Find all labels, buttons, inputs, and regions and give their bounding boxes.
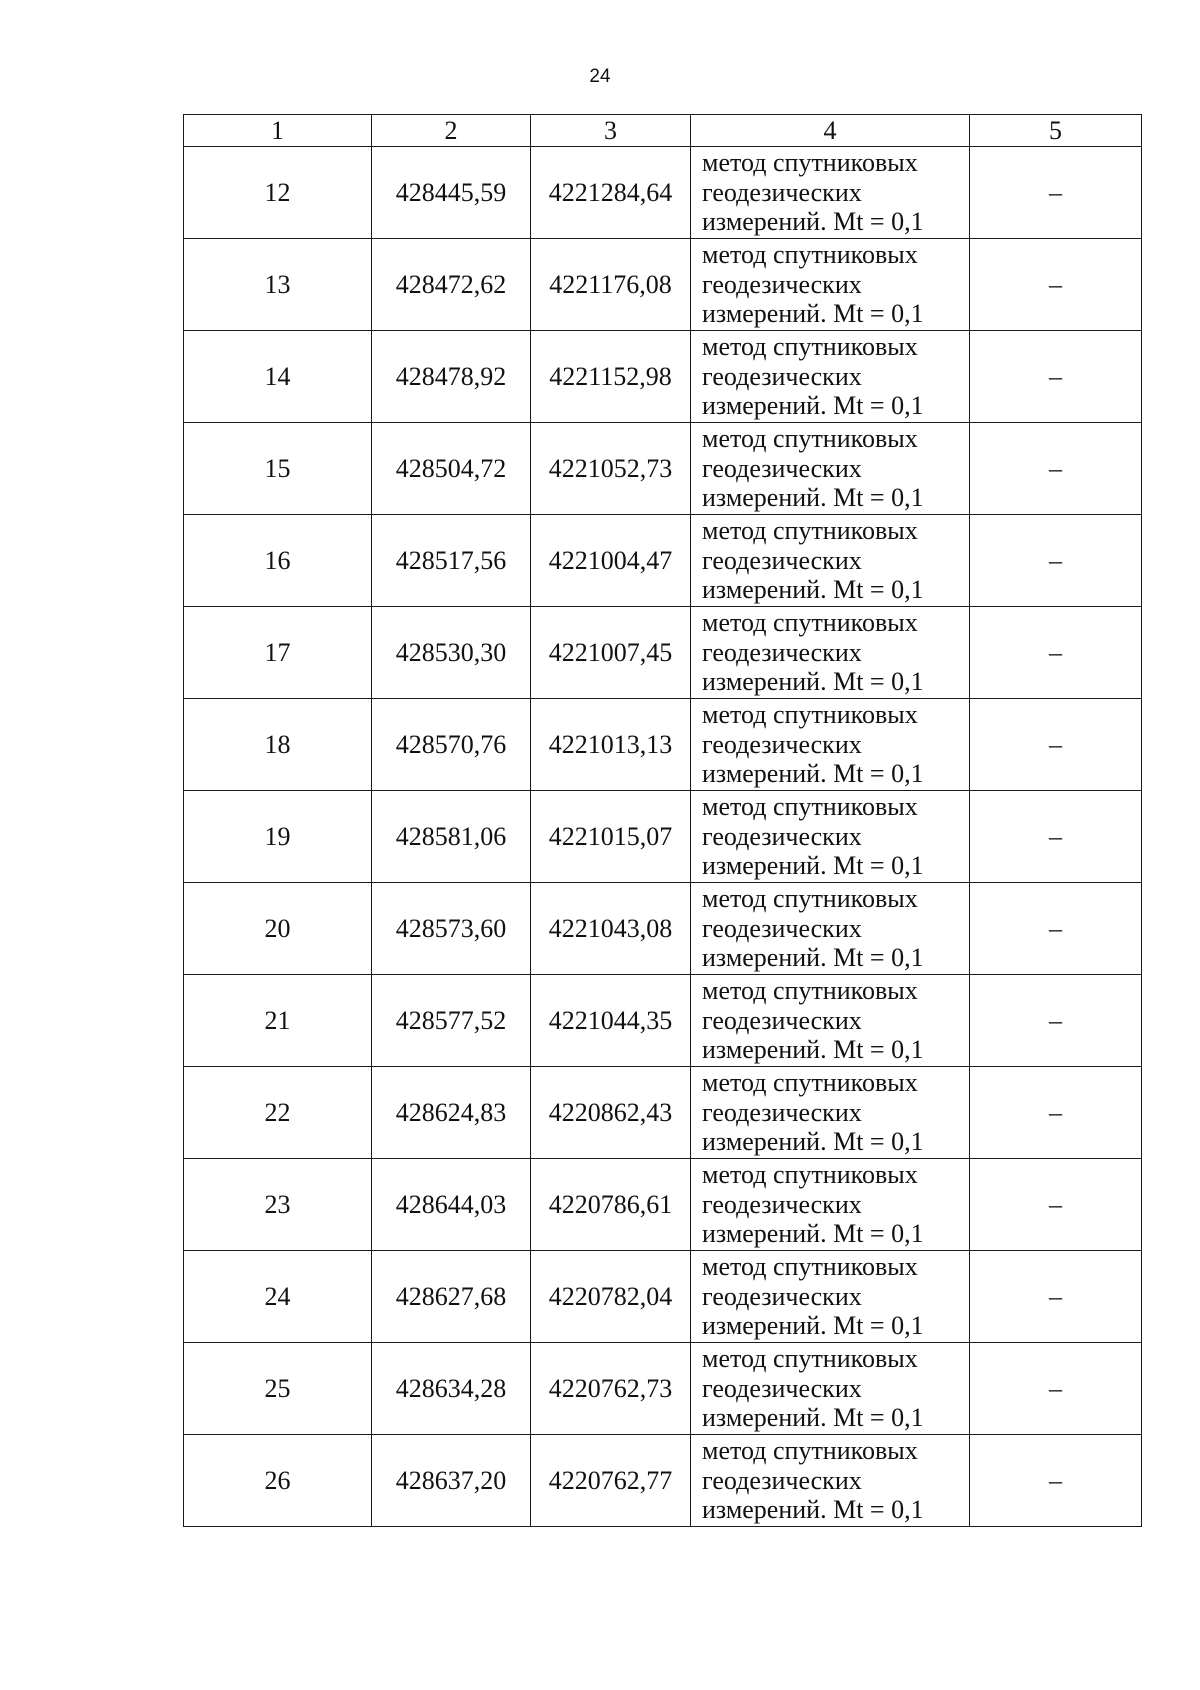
x-coordinate-cell: 428573,60 — [372, 883, 531, 975]
method-cell — [691, 1343, 970, 1435]
point-number-cell: 23 — [184, 1159, 372, 1251]
y-coordinate-cell: 4221044,35 — [531, 975, 691, 1067]
y-coordinate-cell: 4221176,08 — [531, 239, 691, 331]
method-cell — [691, 791, 970, 883]
x-coordinate-cell: 428504,72 — [372, 423, 531, 515]
point-number-cell: 19 — [184, 791, 372, 883]
method-cell — [691, 1067, 970, 1159]
method-line: метод спутниковых — [702, 148, 918, 178]
point-number-cell: 25 — [184, 1343, 372, 1435]
coordinates-table — [183, 114, 1142, 1527]
method-line: метод спутниковых — [702, 240, 918, 270]
method-line: метод спутниковых — [702, 608, 918, 638]
method-line: метод спутниковых — [702, 1160, 918, 1190]
method-cell — [691, 515, 970, 607]
point-number-cell: 26 — [184, 1435, 372, 1527]
point-number-cell: 17 — [184, 607, 372, 699]
y-coordinate-cell: 4221043,08 — [531, 883, 691, 975]
x-coordinate-cell: 428530,30 — [372, 607, 531, 699]
method-cell — [691, 331, 970, 423]
x-coordinate-cell: 428517,56 — [372, 515, 531, 607]
column-header-2: 2 — [372, 115, 531, 147]
table-row — [184, 1343, 1142, 1435]
method-line: измерений. Mt = 0,1 — [702, 299, 924, 329]
table-row — [184, 331, 1142, 423]
y-coordinate-cell: 4220786,61 — [531, 1159, 691, 1251]
column-header-1: 1 — [184, 115, 372, 147]
description-cell: – — [970, 147, 1142, 239]
method-line: геодезических — [702, 1281, 862, 1311]
page-number: 24 — [589, 66, 611, 87]
description-cell: – — [970, 883, 1142, 975]
table-body — [184, 147, 1142, 1527]
table-row — [184, 1251, 1142, 1343]
description-cell: – — [970, 239, 1142, 331]
method-line: геодезических — [702, 453, 862, 483]
table-row — [184, 975, 1142, 1067]
point-number-cell: 12 — [184, 147, 372, 239]
method-line: измерений. Mt = 0,1 — [702, 207, 924, 237]
method-line: измерений. Mt = 0,1 — [702, 1403, 924, 1433]
method-cell — [691, 1435, 970, 1527]
method-line: измерений. Mt = 0,1 — [702, 1495, 924, 1525]
description-cell: – — [970, 515, 1142, 607]
point-number-cell: 22 — [184, 1067, 372, 1159]
x-coordinate-cell: 428478,92 — [372, 331, 531, 423]
method-line: геодезических — [702, 545, 862, 575]
x-coordinate-cell: 428637,20 — [372, 1435, 531, 1527]
method-cell — [691, 607, 970, 699]
y-coordinate-cell: 4221004,47 — [531, 515, 691, 607]
method-line: метод спутниковых — [702, 1252, 918, 1282]
method-line: метод спутниковых — [702, 1344, 918, 1374]
x-coordinate-cell: 428624,83 — [372, 1067, 531, 1159]
method-line: измерений. Mt = 0,1 — [702, 759, 924, 789]
method-line: измерений. Mt = 0,1 — [702, 1219, 924, 1249]
method-line: метод спутниковых — [702, 332, 918, 362]
method-line: измерений. Mt = 0,1 — [702, 1311, 924, 1341]
description-cell: – — [970, 791, 1142, 883]
method-line: геодезических — [702, 637, 862, 667]
method-line: измерений. Mt = 0,1 — [702, 391, 924, 421]
method-line: геодезических — [702, 269, 862, 299]
y-coordinate-cell: 4220762,77 — [531, 1435, 691, 1527]
y-coordinate-cell: 4221284,64 — [531, 147, 691, 239]
method-cell — [691, 239, 970, 331]
x-coordinate-cell: 428634,28 — [372, 1343, 531, 1435]
point-number-cell: 14 — [184, 331, 372, 423]
method-cell — [691, 883, 970, 975]
table-row — [184, 515, 1142, 607]
x-coordinate-cell: 428472,62 — [372, 239, 531, 331]
method-line: метод спутниковых — [702, 700, 918, 730]
method-line: геодезических — [702, 913, 862, 943]
point-number-cell: 20 — [184, 883, 372, 975]
method-line: измерений. Mt = 0,1 — [702, 1035, 924, 1065]
y-coordinate-cell: 4220782,04 — [531, 1251, 691, 1343]
method-line: метод спутниковых — [702, 792, 918, 822]
description-cell: – — [970, 975, 1142, 1067]
description-cell: – — [970, 1067, 1142, 1159]
description-cell: – — [970, 423, 1142, 515]
method-line: геодезических — [702, 177, 862, 207]
method-line: метод спутниковых — [702, 424, 918, 454]
description-cell: – — [970, 1435, 1142, 1527]
y-coordinate-cell: 4221052,73 — [531, 423, 691, 515]
column-header-5: 5 — [970, 115, 1142, 147]
method-line: геодезических — [702, 729, 862, 759]
table-row — [184, 423, 1142, 515]
method-cell — [691, 147, 970, 239]
table-row — [184, 607, 1142, 699]
description-cell: – — [970, 699, 1142, 791]
table-row — [184, 883, 1142, 975]
y-coordinate-cell: 4220862,43 — [531, 1067, 691, 1159]
column-header-4: 4 — [691, 115, 970, 147]
table-row — [184, 147, 1142, 239]
x-coordinate-cell: 428445,59 — [372, 147, 531, 239]
table-row — [184, 239, 1142, 331]
description-cell: – — [970, 331, 1142, 423]
method-line: измерений. Mt = 0,1 — [702, 851, 924, 881]
method-cell — [691, 699, 970, 791]
method-line: измерений. Mt = 0,1 — [702, 667, 924, 697]
method-cell — [691, 423, 970, 515]
method-cell — [691, 1251, 970, 1343]
point-number-cell: 24 — [184, 1251, 372, 1343]
description-cell: – — [970, 607, 1142, 699]
y-coordinate-cell: 4221007,45 — [531, 607, 691, 699]
method-line: геодезических — [702, 1097, 862, 1127]
method-cell — [691, 1159, 970, 1251]
point-number-cell: 15 — [184, 423, 372, 515]
table-row — [184, 791, 1142, 883]
x-coordinate-cell: 428627,68 — [372, 1251, 531, 1343]
description-cell: – — [970, 1343, 1142, 1435]
method-line: метод спутниковых — [702, 516, 918, 546]
point-number-cell: 18 — [184, 699, 372, 791]
x-coordinate-cell: 428577,52 — [372, 975, 531, 1067]
table-row — [184, 1435, 1142, 1527]
method-line: измерений. Mt = 0,1 — [702, 575, 924, 605]
method-line: геодезических — [702, 821, 862, 851]
point-number-cell: 16 — [184, 515, 372, 607]
method-line: геодезических — [702, 1373, 862, 1403]
y-coordinate-cell: 4221015,07 — [531, 791, 691, 883]
method-line: измерений. Mt = 0,1 — [702, 483, 924, 513]
table-header-row — [184, 115, 1142, 147]
method-line: геодезических — [702, 1189, 862, 1219]
x-coordinate-cell: 428581,06 — [372, 791, 531, 883]
point-number-cell: 21 — [184, 975, 372, 1067]
x-coordinate-cell: 428570,76 — [372, 699, 531, 791]
method-line: метод спутниковых — [702, 1436, 918, 1466]
y-coordinate-cell: 4220762,73 — [531, 1343, 691, 1435]
description-cell: – — [970, 1251, 1142, 1343]
y-coordinate-cell: 4221152,98 — [531, 331, 691, 423]
description-cell: – — [970, 1159, 1142, 1251]
method-line: метод спутниковых — [702, 1068, 918, 1098]
method-line: метод спутниковых — [702, 884, 918, 914]
method-line: метод спутниковых — [702, 976, 918, 1006]
method-line: геодезических — [702, 361, 862, 391]
method-line: измерений. Mt = 0,1 — [702, 1127, 924, 1157]
method-cell — [691, 975, 970, 1067]
table-row — [184, 1067, 1142, 1159]
column-header-3: 3 — [531, 115, 691, 147]
x-coordinate-cell: 428644,03 — [372, 1159, 531, 1251]
point-number-cell: 13 — [184, 239, 372, 331]
table-row — [184, 1159, 1142, 1251]
method-line: геодезических — [702, 1465, 862, 1495]
table-row — [184, 699, 1142, 791]
method-line: измерений. Mt = 0,1 — [702, 943, 924, 973]
y-coordinate-cell: 4221013,13 — [531, 699, 691, 791]
method-line: геодезических — [702, 1005, 862, 1035]
